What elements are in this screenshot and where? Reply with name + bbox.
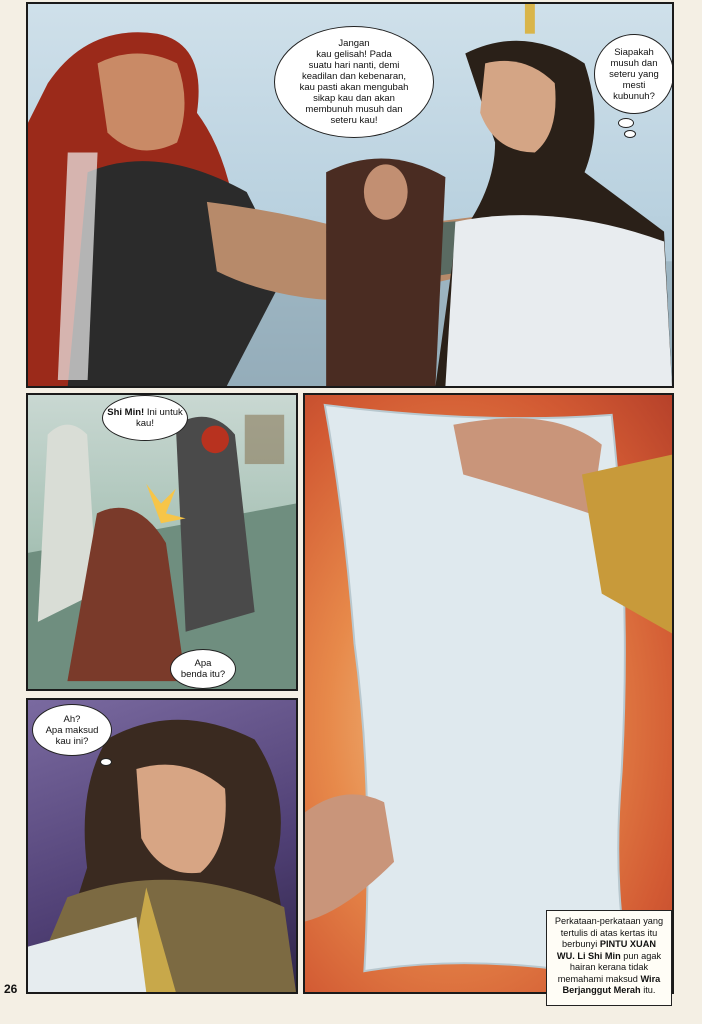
panel-3 [26, 698, 298, 994]
thought-dot [100, 758, 112, 766]
speech-bubble-shi-min [102, 395, 188, 441]
caption-text-3: pun agak hairan kerana tidak memahami maksud [557, 950, 662, 984]
panel-2 [26, 393, 298, 691]
speech-bubble-red-beard [274, 26, 434, 138]
thought-bubble-li-shi-min [594, 34, 674, 114]
caption-text-4: itu. [640, 985, 656, 995]
red-beard-head [201, 426, 229, 454]
caption-bold-3: Wira Berjanggut Merah [562, 973, 661, 995]
li-shi-min-robe [445, 215, 672, 386]
thought-bubble-confused [32, 704, 112, 756]
caption-text-1: Perkataan-perkataan yang tertulis di atas kertas itu berbunyi [554, 916, 664, 949]
speech-text-red-beard: Jangan kau gelisah! Pada suatu hari nanti, demi keadilan dan kebenaran, kau pasti akan mengubah sikap kau dan akan membunuh musuh dan seteru kau! [299, 38, 409, 126]
railing [245, 415, 284, 464]
speech-bubble-question [170, 649, 236, 689]
panel-4 [303, 393, 674, 994]
narration-caption [546, 910, 672, 1006]
panel-1 [26, 2, 674, 388]
page-number: 26 [4, 982, 18, 996]
speech-name-shi-min: Shi Min! [107, 407, 145, 418]
hair-pin [525, 4, 535, 34]
thought-dot [618, 118, 634, 128]
speech-rest-shi-min: Ini untuk kau! [136, 407, 183, 429]
background-figure-face [364, 164, 408, 219]
thought-dot [624, 130, 636, 138]
thought-text-li-shi-min: Siapakah musuh dan seteru yang mesti kubunuh? [609, 46, 659, 102]
caption-bold-1: PINTU XUAN WU. [556, 939, 656, 961]
speech-text-question: Apa benda itu? [180, 658, 226, 680]
speech-text-shi-min [107, 407, 183, 429]
panel-4-artwork [305, 395, 672, 992]
thought-text-confused: Ah? Apa maksud kau ini? [45, 713, 99, 747]
caption-bold-2: Li Shi Min [577, 950, 621, 961]
li-shi-min-face [480, 61, 555, 153]
